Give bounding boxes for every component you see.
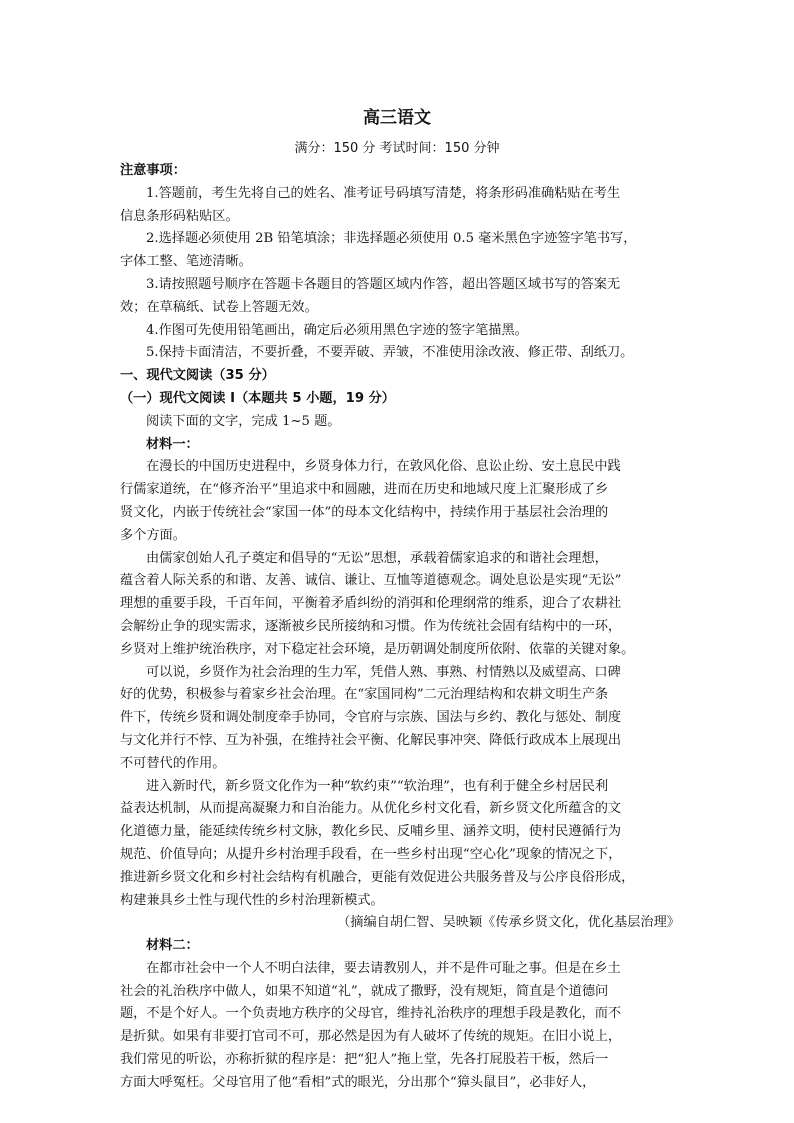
- section-heading: 一、现代文阅读（35 分）: [120, 368, 275, 384]
- paragraph-line: 好的优势，积极参与着家乡社会治理。在“家国同构”二元治理结构和农耕文明生产条: [120, 687, 609, 703]
- paragraph-line: 方面大呼冤枉。父母官用了他“看相”式的眼光，分出那个“獐头鼠目”，必非好人，: [120, 1074, 596, 1090]
- notice-line: 1.答题前，考生先将自己的姓名、准考证号码填写清楚，将条形码准确粘贴在考生: [146, 185, 621, 201]
- paragraph-line: 在漫长的中国历史进程中，乡贤身体力行，在敦风化俗、息讼止纷、安土息民中践: [146, 459, 621, 475]
- paragraph-line: 会解纷止争的现实需求，逐渐被乡民所接纳和习惯。作为传统社会固有结构中的一环，: [120, 618, 622, 634]
- paragraph-line: 题，不是个好人。一个负责地方秩序的父母官，维持礼治秩序的理想手段是教化，而不: [120, 1006, 622, 1022]
- page-title: 高三语文: [363, 108, 431, 128]
- material-heading: 材料一：: [146, 436, 199, 452]
- exam-info: 满分：150 分 考试时间：150 分钟: [294, 141, 500, 156]
- paragraph-line: 进入新时代，新乡贤文化作为一种“软约束”“软治理”，也有利于健全乡村居民利: [146, 778, 609, 794]
- paragraph-line: 行儒家道统，在“修齐治平”里追求中和圆融，进而在历史和地域尺度上汇聚形成了乡: [120, 482, 609, 498]
- paragraph-line: 化道德力量，能延续传统乡村文脉，教化乡民、反哺乡里、涵养文明，使村民遵循行为: [120, 824, 622, 840]
- paragraph-line: 不可替代的作用。: [120, 755, 226, 771]
- paragraph-line: 由儒家创始人孔子奠定和倡导的“无讼”思想，承载着儒家追求的和谐社会理想，: [146, 550, 608, 566]
- paragraph-line: 多个方面。: [120, 527, 186, 543]
- document-body: [120, 160, 680, 1095]
- notice-line: 效；在草稿纸、试卷上答题无效。: [120, 299, 318, 315]
- paragraph-line: 是折狱。如果有非要打官司不可，那必然是因为有人破坏了传统的规矩。在旧小说上，: [120, 1029, 622, 1045]
- paragraph-line: 在都市社会中一个人不明白法律，要去请教别人，并不是件可耻之事。但是在乡土: [146, 960, 621, 976]
- paragraph-line: 乡贤对上维护统治秩序，对下稳定社会环境，是历朝调处制度所依附、依靠的关键对象。: [120, 641, 635, 657]
- paragraph-line: 我们常见的听讼，亦称折狱的程序是：把“犯人”拖上堂，先各打屁股若干板，然后一: [120, 1052, 609, 1068]
- notice-line: 2.选择题必须使用 2B 铅笔填涂；非选择题必须使用 0.5 毫米黑色字迹签字笔书写，: [146, 231, 637, 247]
- paragraph-line: 社会的礼治秩序中做人，如果不知道“礼”，就成了撒野，没有规矩，简直是个道德问: [120, 983, 609, 999]
- paragraph-line: 规范、价值导向；从提升乡村治理手段看，在一些乡村出现“空心化”现象的情况之下，: [120, 846, 622, 862]
- paragraph-line: 与文化并行不悖、互为补强，在维持社会平衡、化解民事冲突、降低行政成本上展现出: [120, 732, 622, 748]
- paragraph-line: 理想的重要手段，千百年间，平衡着矛盾纠纷的消弭和伦理纲常的维系，迎合了农耕社: [120, 596, 622, 612]
- notice-line: 3.请按照题号顺序在答题卡各题目的答题区域内作答，超出答题区域书写的答案无: [146, 276, 621, 292]
- paragraph-line: 贤文化，内嵌于传统社会“家国一体”的母本文化结构中，持续作用于基层社会治理的: [120, 504, 609, 520]
- paragraph-line: 构建兼具乡土性与现代性的乡村治理新模式。: [120, 892, 384, 908]
- notice-line: 5.保持卡面清洁，不要折叠，不要弄破、弄皱，不准使用涂改液、修正带、刮纸刀。: [146, 345, 634, 361]
- notice-line: 字体工整、笔迹清晰。: [120, 254, 252, 270]
- instruction: 阅读下面的文字，完成 1~5 题。: [146, 413, 341, 429]
- material-heading: 材料二：: [146, 938, 199, 954]
- paragraph-line: 益表达机制，从而提高凝聚力和自治能力。从优化乡村文化看，新乡贤文化所蕴含的文: [120, 801, 622, 817]
- paragraph-line: 件下，传统乡贤和调处制度牵手协同，令官府与宗族、国法与乡约、教化与惩处、制度: [120, 710, 622, 726]
- paragraph-line: 可以说，乡贤作为社会治理的生力军，凭借人熟、事熟、村情熟以及威望高、口碑: [146, 664, 621, 680]
- source-citation: （摘编自胡仁智、吴映颖《传承乡贤文化，优化基层治理》: [337, 915, 680, 931]
- notice-line: 4.作图可先使用铅笔画出，确定后必须用黑色字迹的签字笔描黑。: [146, 322, 528, 338]
- paragraph-line: 推进新乡贤文化和乡村社会结构有机融合，更能有效促进公共服务普及与公序良俗形成，: [120, 869, 635, 885]
- subsection-heading: （一）现代文阅读 I（本题共 5 小题，19 分）: [120, 390, 395, 406]
- paragraph-line: 蕴含着人际关系的和谐、友善、诚信、谦让、互恤等道德观念。调处息讼是实现“无讼”: [120, 573, 622, 589]
- notice-line: 信息条形码粘贴区。: [120, 208, 239, 224]
- notice-heading: 注意事项：: [120, 163, 186, 178]
